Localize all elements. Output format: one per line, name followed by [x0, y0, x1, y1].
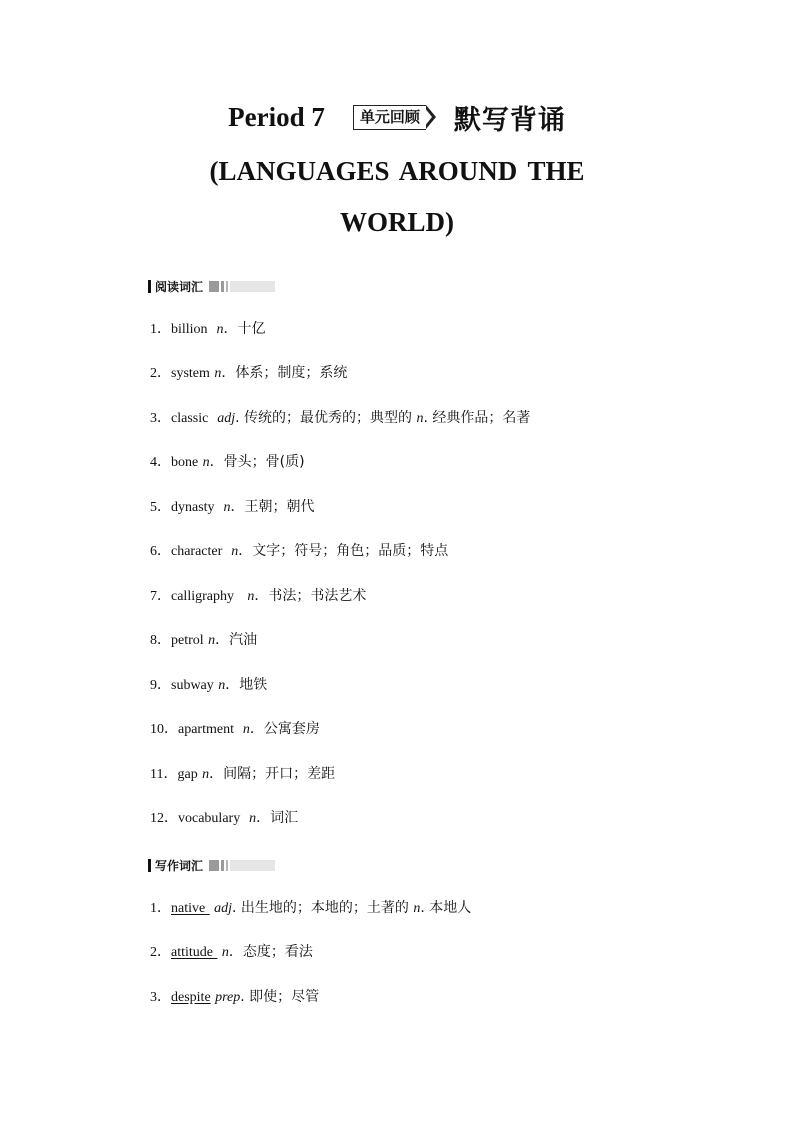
- vocab-item: [150, 408, 530, 429]
- item-meaning-2: . 本地人: [420, 900, 472, 916]
- item-meaning: ．书法；书法艺术: [254, 588, 367, 604]
- item-pos: n: [202, 767, 210, 782]
- vocab-item: [150, 452, 305, 473]
- item-word: dynasty: [171, 500, 215, 515]
- item-word: system: [171, 366, 210, 381]
- english-title-line-1: (LANGUAGES AROUND THE: [209, 156, 585, 186]
- vocab-item: [150, 541, 448, 562]
- item-pos: n: [202, 455, 210, 470]
- section-decoration-icon: [209, 281, 275, 292]
- vocab-item: [150, 987, 319, 1008]
- item-number: 2．: [150, 366, 171, 381]
- section-header-reading-vocabulary: [148, 278, 275, 294]
- item-pos: n: [247, 589, 255, 604]
- item-number: 9．: [150, 678, 171, 693]
- item-number: 3．: [150, 990, 171, 1005]
- item-pos: n: [223, 500, 231, 515]
- item-number: 12．: [150, 811, 178, 826]
- item-number: 10．: [150, 722, 178, 737]
- item-pos: n: [208, 633, 216, 648]
- vocab-item: [150, 363, 347, 384]
- item-meaning: ．词汇: [256, 810, 299, 826]
- item-meaning: ．文字；符号；角色；品质；特点: [238, 543, 449, 559]
- item-pos-2: n: [416, 411, 424, 426]
- english-title-line-2: WORLD): [340, 207, 454, 237]
- vocab-item: [150, 942, 313, 963]
- item-meaning: ．十亿: [223, 321, 266, 337]
- item-pos: n: [231, 544, 239, 559]
- chinese-title: 默写背诵: [453, 104, 566, 136]
- item-word: vocabulary: [178, 811, 241, 826]
- item-meaning: . 传统的；最优秀的；典型的: [235, 410, 417, 426]
- item-pos: n: [221, 945, 229, 960]
- item-number: 6．: [150, 544, 171, 559]
- item-word: apartment: [178, 722, 234, 737]
- vocab-item: [150, 630, 257, 651]
- item-meaning: ．体系；制度；系统: [221, 365, 348, 381]
- item-number: 8．: [150, 633, 171, 648]
- item-meaning: . 即使；尽管: [240, 989, 320, 1005]
- unit-review-badge: [353, 105, 436, 130]
- section-bar-icon: [148, 280, 151, 293]
- item-meaning: ．王朝；朝代: [230, 499, 315, 515]
- badge-arrow-icon: [426, 105, 436, 129]
- vocab-item: [150, 719, 320, 740]
- item-meaning: ．态度；看法: [228, 944, 313, 960]
- item-meaning: ．公寓套房: [249, 721, 320, 737]
- item-word: native: [171, 901, 206, 916]
- vocab-item: [150, 764, 335, 785]
- item-pos: prep: [215, 990, 241, 1005]
- item-pos: n: [216, 322, 224, 337]
- item-pos: n: [249, 811, 257, 826]
- vocab-item: [150, 898, 471, 919]
- item-number: 3．: [150, 411, 171, 426]
- item-word: subway: [171, 678, 214, 693]
- item-word: classic: [171, 411, 209, 426]
- section-bar-icon: [148, 859, 151, 872]
- item-number: 1．: [150, 322, 171, 337]
- item-meaning: ．骨头；骨(质): [209, 454, 305, 470]
- section-header-writing-vocabulary: [148, 857, 275, 873]
- vocab-item: [150, 586, 366, 607]
- period-label: Period 7: [228, 101, 325, 132]
- item-meaning-2: . 经典作品；名著: [423, 410, 531, 426]
- section-label: 阅读词汇: [155, 279, 204, 294]
- item-pos-2: n: [413, 901, 421, 916]
- item-meaning: ．间隔；开口；差距: [209, 766, 336, 782]
- item-pos: n: [218, 678, 226, 693]
- vocab-item: [150, 675, 267, 696]
- item-meaning: ．汽油: [215, 632, 258, 648]
- item-number: 7．: [150, 589, 171, 604]
- item-number: 4．: [150, 455, 171, 470]
- item-word: gap: [177, 767, 198, 782]
- item-number: 11．: [150, 767, 178, 782]
- title-row: [0, 96, 794, 138]
- item-word: despite: [171, 990, 211, 1005]
- vocab-item: [150, 497, 314, 518]
- item-number: 2．: [150, 945, 171, 960]
- item-pos: adj: [214, 901, 233, 916]
- item-pos: n: [242, 722, 250, 737]
- item-word: petrol: [171, 633, 204, 648]
- item-word: calligraphy: [171, 589, 234, 604]
- item-word: billion: [171, 322, 208, 337]
- item-word: attitude: [171, 945, 213, 960]
- vocab-item: [150, 808, 298, 829]
- item-word: character: [171, 544, 223, 559]
- vocab-item: [150, 319, 265, 340]
- section-decoration-icon: [209, 860, 275, 871]
- section-label: 写作词汇: [155, 858, 204, 873]
- item-meaning: . 出生地的；本地的；土著的: [232, 900, 414, 916]
- badge-label: 单元回顾: [353, 105, 426, 130]
- item-pos: adj: [217, 411, 236, 426]
- item-number: 5．: [150, 500, 171, 515]
- item-pos: n: [214, 366, 222, 381]
- item-meaning: ．地铁: [225, 677, 268, 693]
- item-number: 1．: [150, 901, 171, 916]
- item-word: bone: [171, 455, 199, 470]
